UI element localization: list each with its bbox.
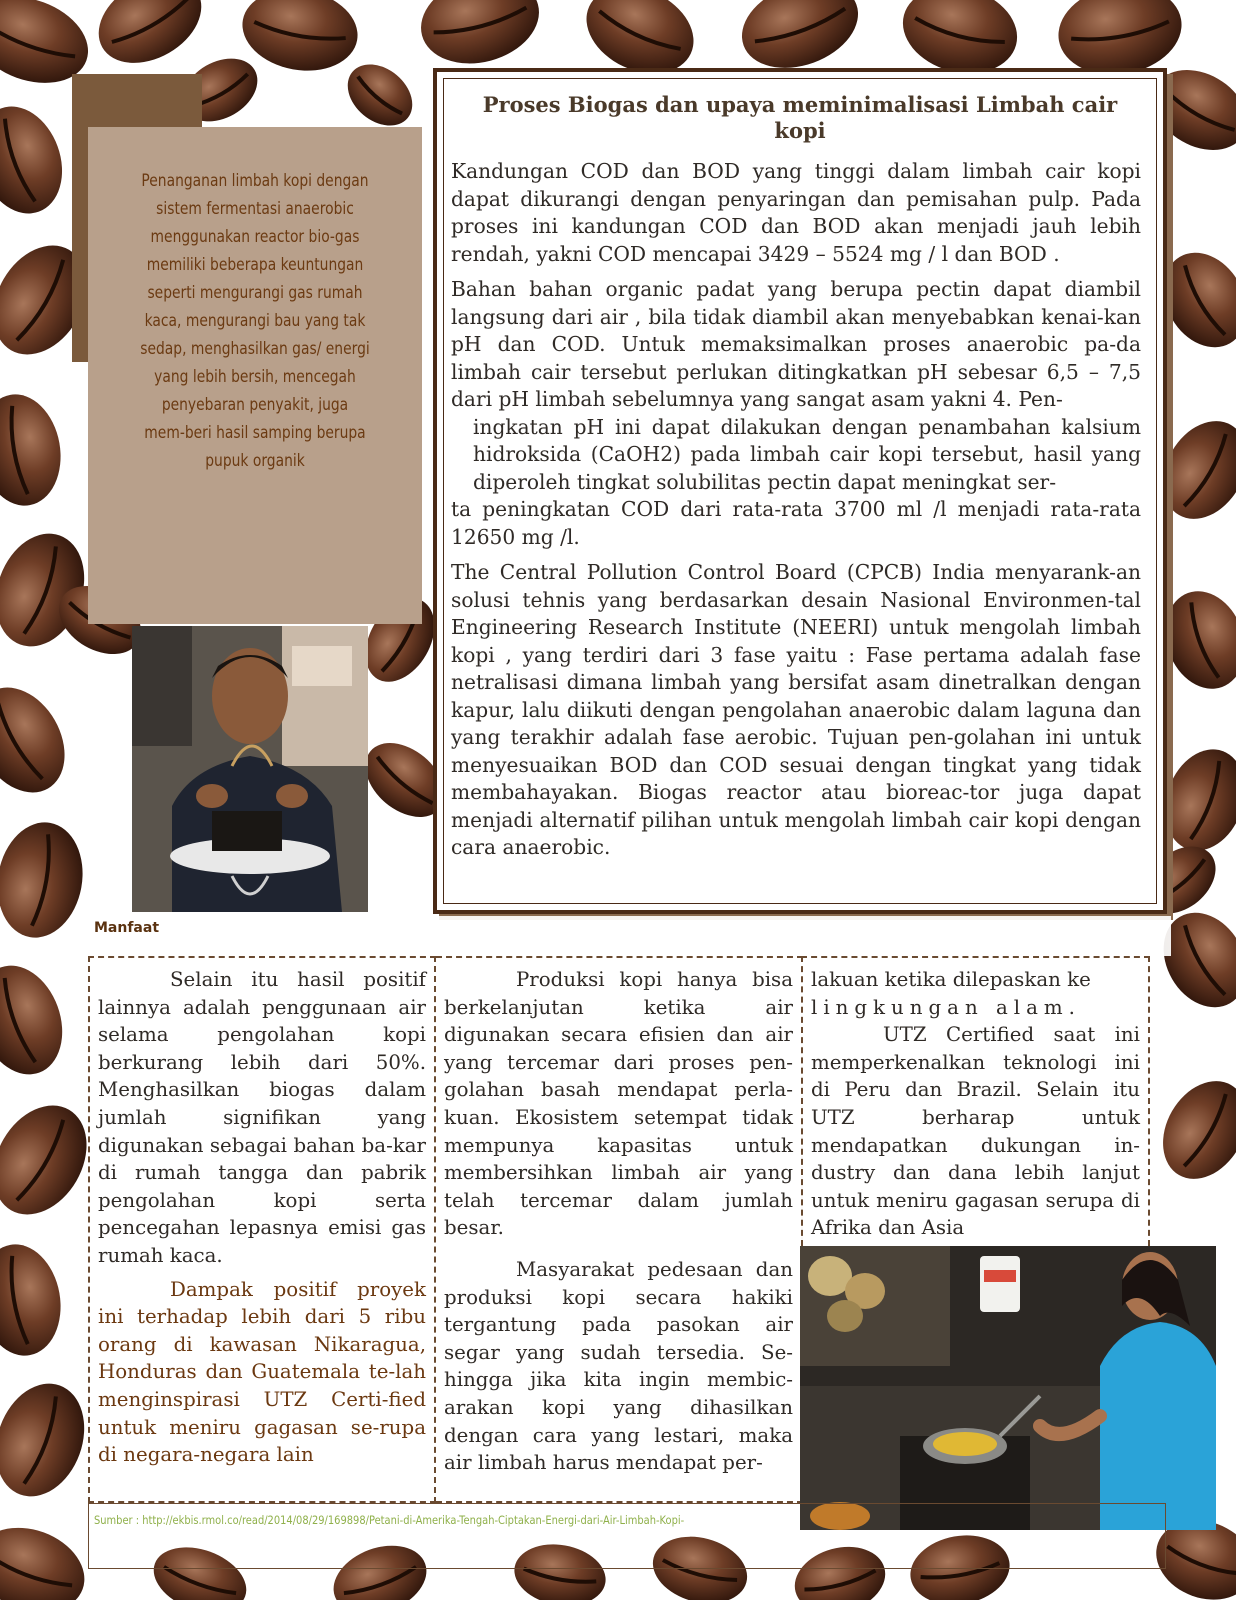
article-paragraph: ingkatan pH ini dapat dilakukan dengan penambahan kalsium hidroksida (CaOH2) pada limbah cair kopi tersebut, hasil yang diperoleh tingkat solubilitas pectin dapat meningkat ser- bbox=[473, 414, 1141, 494]
coffee-bean bbox=[83, 0, 216, 80]
column-paragraph: Dampak positif proyek ini terhadap lebih dari 5 ribu orang di kawasan Nikaragua, Honduras dan Guatemala te-lah menginspirasi UTZ Certi-fied untuk meniru gagasan se-rupa di negara-negara lain bbox=[98, 1277, 426, 1467]
article-paragraph: The Central Pollution Control Board (CPCB) India menyarank-an solusi tehnis yang berdasarkan desain Nasional Environmen-tal Engineering Research Institute (NEERI) untuk mengolah limbah kopi , yang terdiri dari 3 fase yaitu : Fase pertama adalah fase netralisasi dimana limbah yang bersifat asam dinetralkan dengan kapur, lalu diikuti dengan pengolahan anaerobic dalam laguna dan yang terakhir adalah fase aerobic. Tujuan pen-golahan ini untuk menyesuaikan BOD dan COD sesuai dengan tingkat yang tidak membahayakan. Biogas reactor atau bioreac-tor juga dapat menjadi alternatif pilihan untuk mengolah limbah cair kopi dengan cara anaerobic. bbox=[451, 560, 1141, 859]
coffee-bean bbox=[411, 0, 549, 76]
column-paragraph: Produksi kopi hanya bisa berkelanjutan ketika air digunakan secara efisien dan air yang tercemar dari proses pen-golahan basah mendapat perla-kuan. Ekosistem setempat tidak mempunya kapasitas untuk membersihkan limbah air yang telah tercemar dalam jumlah besar. bbox=[444, 968, 793, 1240]
coffee-bean bbox=[0, 1371, 99, 1509]
manfaat-column-1 bbox=[88, 956, 436, 1503]
article-paragraph: Kandungan COD dan BOD yang tinggi dalam limbah cair kopi dapat dikurangi dengan penyaringan dan pemisahan pulp. Pada proses ini kandungan COD dan BOD akan menjadi jauh lebih rendah, yakni COD mencapai 3429 – 5524 mg / l dan BOD . bbox=[451, 159, 1141, 266]
article-paragraph: Bahan bahan organic padat yang berupa pectin dapat diambil langsung dari air , bila tidak diambil akan menyebabkan kenai-kan pH dan COD. Untuk memaksimalkan proses anaerobic pa-da limbah cair tersebut perlukan ditingkatkan pH sebesar 6,5 – 7,5 dari pH limbah sebelumnya yang sangat asam yakni 4. Pen- bbox=[451, 277, 1141, 411]
manfaat-bar bbox=[88, 916, 1171, 956]
manfaat-column-2 bbox=[436, 956, 803, 1503]
coffee-bean bbox=[0, 954, 77, 1087]
coffee-bean bbox=[0, 95, 76, 226]
manfaat-column-3 bbox=[801, 956, 1150, 1246]
article-box bbox=[433, 68, 1167, 914]
sidebar-quote: Penanganan limbah kopi dengan sistem fermentasi anaerobic menggunakan reactor bio-gas memiliki beberapa keuntungan seperti mengurangi gas rumah kaca, mengurangi bau yang tak sedap, menghasilkan gas/ energi yang lebih bersih, mencegah penyebaran penyakit, juga mem-beri hasil samping berupa pupuk organik bbox=[140, 170, 370, 470]
quote-box bbox=[88, 127, 422, 624]
column-paragraph: lakuan ketika dilepaskan ke bbox=[811, 968, 1091, 991]
column-paragraph: Masyarakat pedesaan dan produksi kopi secara hakiki tergantung pada pasokan air segar yang sudah tersedia. Se-hingga jika kita ingin membic-arakan kopi yang dihasilkan dengan cara yang lestari, maka air limbah harus mendapat per- bbox=[444, 1257, 793, 1475]
manfaat-heading: Manfaat bbox=[94, 920, 160, 936]
coffee-bean bbox=[336, 52, 425, 138]
article-paragraph: ta peningkatan COD dari rata-rata 3700 ml /l menjadi rata-rata 12650 mg /l. bbox=[451, 497, 1141, 549]
source-link[interactable]: Sumber : http://ekbis.rmol.co/read/2014/08/29/169898/Petani-di-Amerika-Tengah-Ciptakan-Energi-dari-Air-Limbah-Kopi- bbox=[94, 1513, 685, 1527]
article-title: Proses Biogas dan upaya meminimalisasi Limbah cair kopi bbox=[482, 92, 1118, 143]
coffee-bean bbox=[1146, 1066, 1236, 1194]
photo-woman-cooking bbox=[800, 1246, 1216, 1530]
column-paragraph: UTZ Certified saat ini memperkenalkan teknologi ini di Peru dan Brazil. Selain itu UTZ berharap untuk mendapatkan dukungan in-dustry dan dana lebih lanjut untuk meniru gagasan serupa di Afrika dan Asia bbox=[811, 1023, 1140, 1240]
coffee-bean bbox=[0, 1513, 96, 1600]
column-paragraph: lingkungan alam. bbox=[811, 995, 1081, 1019]
article-body bbox=[451, 158, 1141, 870]
column-paragraph: Selain itu hasil positif lainnya adalah penggunaan air selama pengolahan kopi berkurang lebih dari 50%. Menghasilkan biogas dalam jumlah signifikan yang digunakan sebagai bahan ba-kar di rumah tangga dan pabrik pengolahan kopi serta pencegahan lepasnya emisi gas rumah kaca. bbox=[98, 968, 426, 1267]
photo-man-with-coffee bbox=[132, 626, 368, 912]
